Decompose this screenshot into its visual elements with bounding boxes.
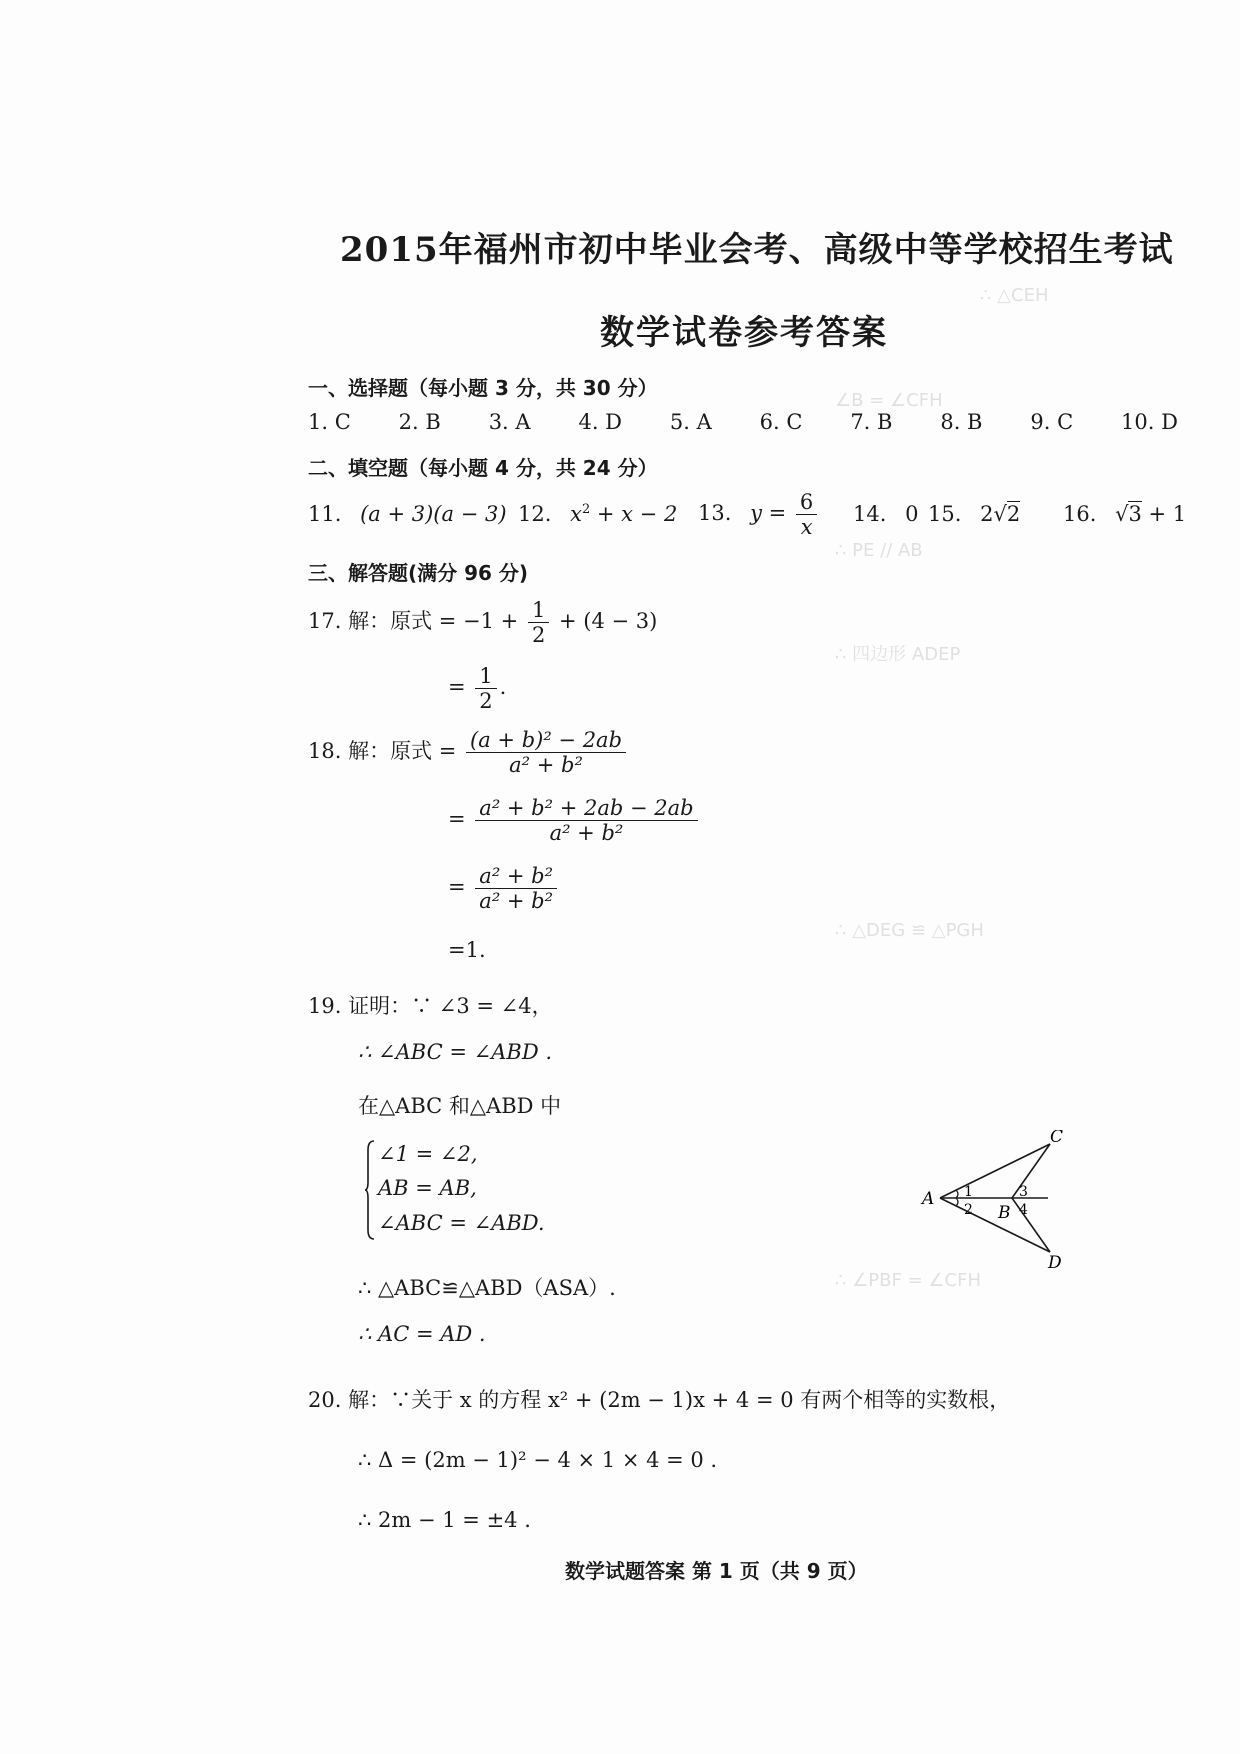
left-brace-icon — [365, 1140, 375, 1240]
bleed-through-mark: ∴ ∠PBF = ∠CFH — [835, 1270, 981, 1291]
bleed-through-mark: ∠B = ∠CFH — [835, 390, 943, 411]
q19-system-2: AB = AB, — [378, 1176, 477, 1200]
fraction: $\frac{6}{x}$ — [796, 490, 817, 539]
label-d: D — [1048, 1253, 1062, 1270]
label-c: C — [1050, 1130, 1064, 1147]
answer-item: 8. B — [940, 410, 983, 434]
answer-item: 1. C — [308, 410, 351, 434]
fill-answer-13: 13. y = $\frac{6}{x}$ — [698, 490, 820, 539]
fraction: $\frac{1}{2}$ — [475, 664, 496, 713]
fill-answer-11: 11. (a + 3)(a − 3) — [308, 502, 507, 526]
answer-item: 6. C — [759, 410, 803, 434]
q20-line2: ∴ Δ = (2m − 1)² − 4 × 1 × 4 = 0 . — [358, 1448, 718, 1472]
bleed-through-mark: ∴ △CEH — [980, 285, 1049, 306]
label-angle-2: 2 — [964, 1202, 973, 1218]
q18-final: =1. — [448, 938, 486, 962]
bleed-through-mark: ∴ 四边形 ADEP — [835, 644, 961, 665]
answer-item: 2. B — [398, 410, 441, 434]
q20-line3: ∴ 2m − 1 = ±4 . — [358, 1508, 531, 1532]
q19-system-1: ∠1 = ∠2, — [378, 1142, 478, 1166]
page-title: 2015年福州市初中毕业会考、高级中等学校招生考试 — [340, 230, 1174, 270]
bleed-through-mark: ∴ PE // AB — [835, 540, 923, 561]
fill-answer-16: 16. √3 + 1 — [1063, 502, 1187, 526]
q18-line1: 18. 解：原式 = $\frac{\text{(a + b)² − 2ab}}{\text{a² + b²}}$ — [308, 728, 629, 777]
label-angle-4: 4 — [1019, 1202, 1028, 1218]
answer-item: 7. B — [850, 410, 893, 434]
q19-line1: 19. 证明：∵ ∠3 = ∠4， — [308, 994, 553, 1018]
q19-line5: ∴ AC = AD . — [358, 1322, 486, 1346]
fraction: $\frac{\text{(a + b)² − 2ab}}{\text{a² + b²}}$ — [466, 728, 626, 777]
q17-line1: 17. 解：原式 = −1 + $\frac{1}{2}$ + (4 − 3) — [308, 598, 658, 648]
label-b: B — [998, 1203, 1011, 1223]
segment-bc — [1012, 1144, 1050, 1198]
fill-answer-15: 15. 2√2 — [928, 502, 1021, 526]
section-heading-fill: 二、填空题（每小题 4 分，共 24 分） — [308, 456, 658, 480]
fill-answer-14: 14. 0 — [853, 502, 919, 526]
bleed-through-mark: ∴ △DEG ≌ △PGH — [835, 920, 984, 941]
q19-line3: 在△ABC 和△ABD 中 — [358, 1094, 562, 1118]
angle-mark — [956, 1198, 958, 1206]
label-angle-3: 3 — [1019, 1184, 1028, 1200]
answer-item: 10. D — [1121, 410, 1178, 434]
answer-item: 4. D — [578, 410, 623, 434]
choice-answers — [308, 410, 1178, 434]
page-footer: 数学试题答案 第 1 页（共 9 页） — [565, 1559, 868, 1583]
q19-line4: ∴ △ABC≌△ABD（ASA）. — [358, 1276, 616, 1300]
sqrt-symbol: √ — [1115, 502, 1129, 526]
q20-line1: 20. 解：∵关于 x 的方程 x² + (2m − 1)x + 4 = 0 有两个相等的实数根， — [308, 1388, 1011, 1412]
q19-line2: ∴ ∠ABC = ∠ABD . — [358, 1040, 553, 1064]
fraction: $\frac{\text{a² + b²}}{\text{a² + b²}}$ — [475, 864, 557, 913]
section-heading-solve: 三、解答题(满分 96 分) — [308, 561, 529, 585]
fill-answer-12: 12. $x^2 + x - 2$ — [518, 502, 678, 526]
fraction: $\frac{\text{a² + b² + 2ab − 2ab}}{\text{a² + b²}}$ — [475, 796, 697, 845]
q18-line3: = $\frac{\text{a² + b²}}{\text{a² + b²}}$ — [448, 864, 560, 913]
section-heading-choice: 一、选择题（每小题 3 分，共 30 分） — [308, 376, 658, 400]
label-angle-1: 1 — [964, 1184, 973, 1200]
answer-item: 9. C — [1030, 410, 1074, 434]
fill-answers — [308, 490, 1188, 550]
q18-line2: = $\frac{\text{a² + b² + 2ab − 2ab}}{\text{a² + b²}}$ — [448, 796, 701, 845]
segment-bd — [1012, 1198, 1050, 1252]
q19-system-3: ∠ABC = ∠ABD. — [378, 1211, 545, 1235]
fraction: $\frac{1}{2}$ — [528, 598, 549, 647]
answer-item: 5. A — [669, 410, 712, 434]
answer-item: 3. A — [488, 410, 531, 434]
page-subtitle: 数学试卷参考答案 — [600, 313, 888, 353]
sqrt-symbol: √ — [993, 502, 1007, 526]
triangle-figure — [910, 1130, 1080, 1270]
label-a: A — [922, 1189, 935, 1209]
angle-mark — [956, 1190, 958, 1198]
q17-line2: = $\frac{1}{2}$ . — [448, 664, 507, 714]
